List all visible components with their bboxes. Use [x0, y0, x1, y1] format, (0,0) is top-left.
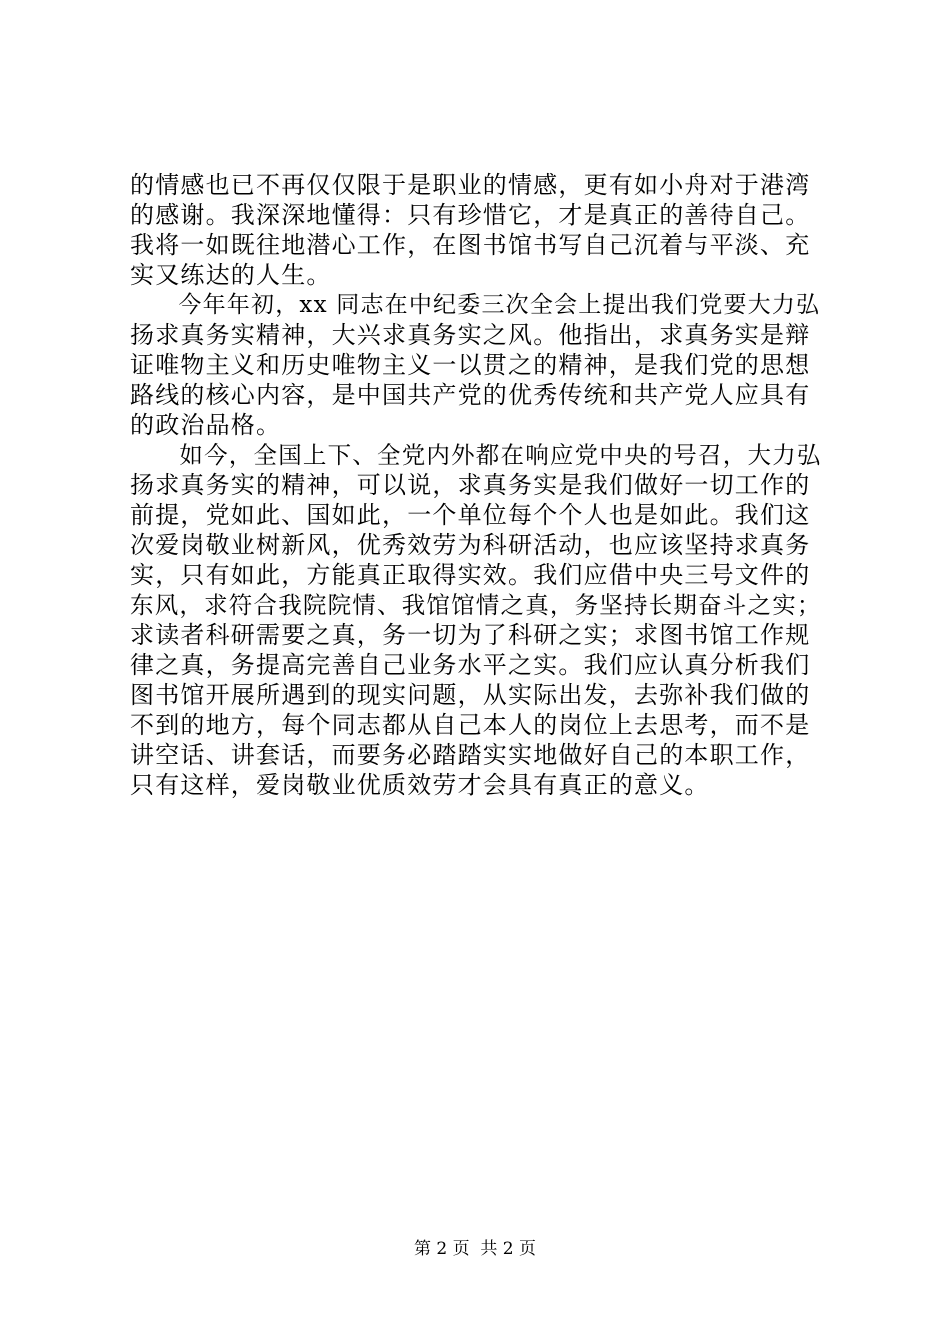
document-body: [130, 170, 830, 800]
text-line: 证唯物主义和历史唯物主义一以贯之的精神，是我们党的思想: [130, 351, 811, 379]
text-line: 讲空话、讲套话，而要务必踏踏实实地做好自己的本职工作，: [130, 741, 811, 769]
text-line: 实又练达的人生。: [130, 261, 332, 289]
text-line: 图书馆开展所遇到的现实问题，从实际出发，去弥补我们做的: [130, 681, 811, 709]
text-line: 求读者科研需要之真，务一切为了科研之实；求图书馆工作规: [130, 621, 811, 649]
text-line: 的情感也已不再仅仅限于是职业的情感，更有如小舟对于港湾: [130, 171, 811, 199]
text-line: 律之真，务提高完善自己业务水平之实。我们应认真分析我们: [130, 651, 811, 679]
text-line: 我将一如既往地潜心工作，在图书馆书写自己沉着与平淡、充: [130, 231, 811, 259]
text-line: 不到的地方，每个同志都从自己本人的岗位上去思考，而不是: [130, 711, 811, 739]
text-line: 东风，求符合我院院情、我馆馆情之真，务坚持长期奋斗之实；: [130, 591, 822, 619]
text-line: 的政治品格。: [130, 411, 282, 439]
text-line: 扬求真务实精神，大兴求真务实之风。他指出，求真务实是辩: [130, 321, 811, 349]
text-line: 今年年初，xx 同志在中纪委三次全会上提出我们党要大力弘: [130, 292, 821, 318]
text-line: 的感谢。我深深地懂得：只有珍惜它，才是真正的善待自己。: [130, 201, 811, 229]
text-line: 实，只有如此，方能真正取得实效。我们应借中央三号文件的: [130, 561, 811, 589]
text-line: 只有这样，爱岗敬业优质效劳才会具有真正的意义。: [130, 771, 710, 799]
text-line: 路线的核心内容，是中国共产党的优秀传统和共产党人应具有: [130, 381, 811, 409]
text-line: 扬求真务实的精神，可以说，求真务实是我们做好一切工作的: [130, 471, 811, 499]
text-line: 次爱岗敬业树新风，优秀效劳为科研活动，也应该坚持求真务: [130, 531, 811, 559]
page-number: 第 2 页 共 2 页: [413, 1239, 537, 1259]
text-line: 前提，党如此、国如此，一个单位每个个人也是如此。我们这: [130, 501, 811, 529]
page-footer: [0, 1238, 950, 1260]
text-line: 如今，全国上下、全党内外都在响应党中央的号召，大力弘: [130, 441, 822, 469]
